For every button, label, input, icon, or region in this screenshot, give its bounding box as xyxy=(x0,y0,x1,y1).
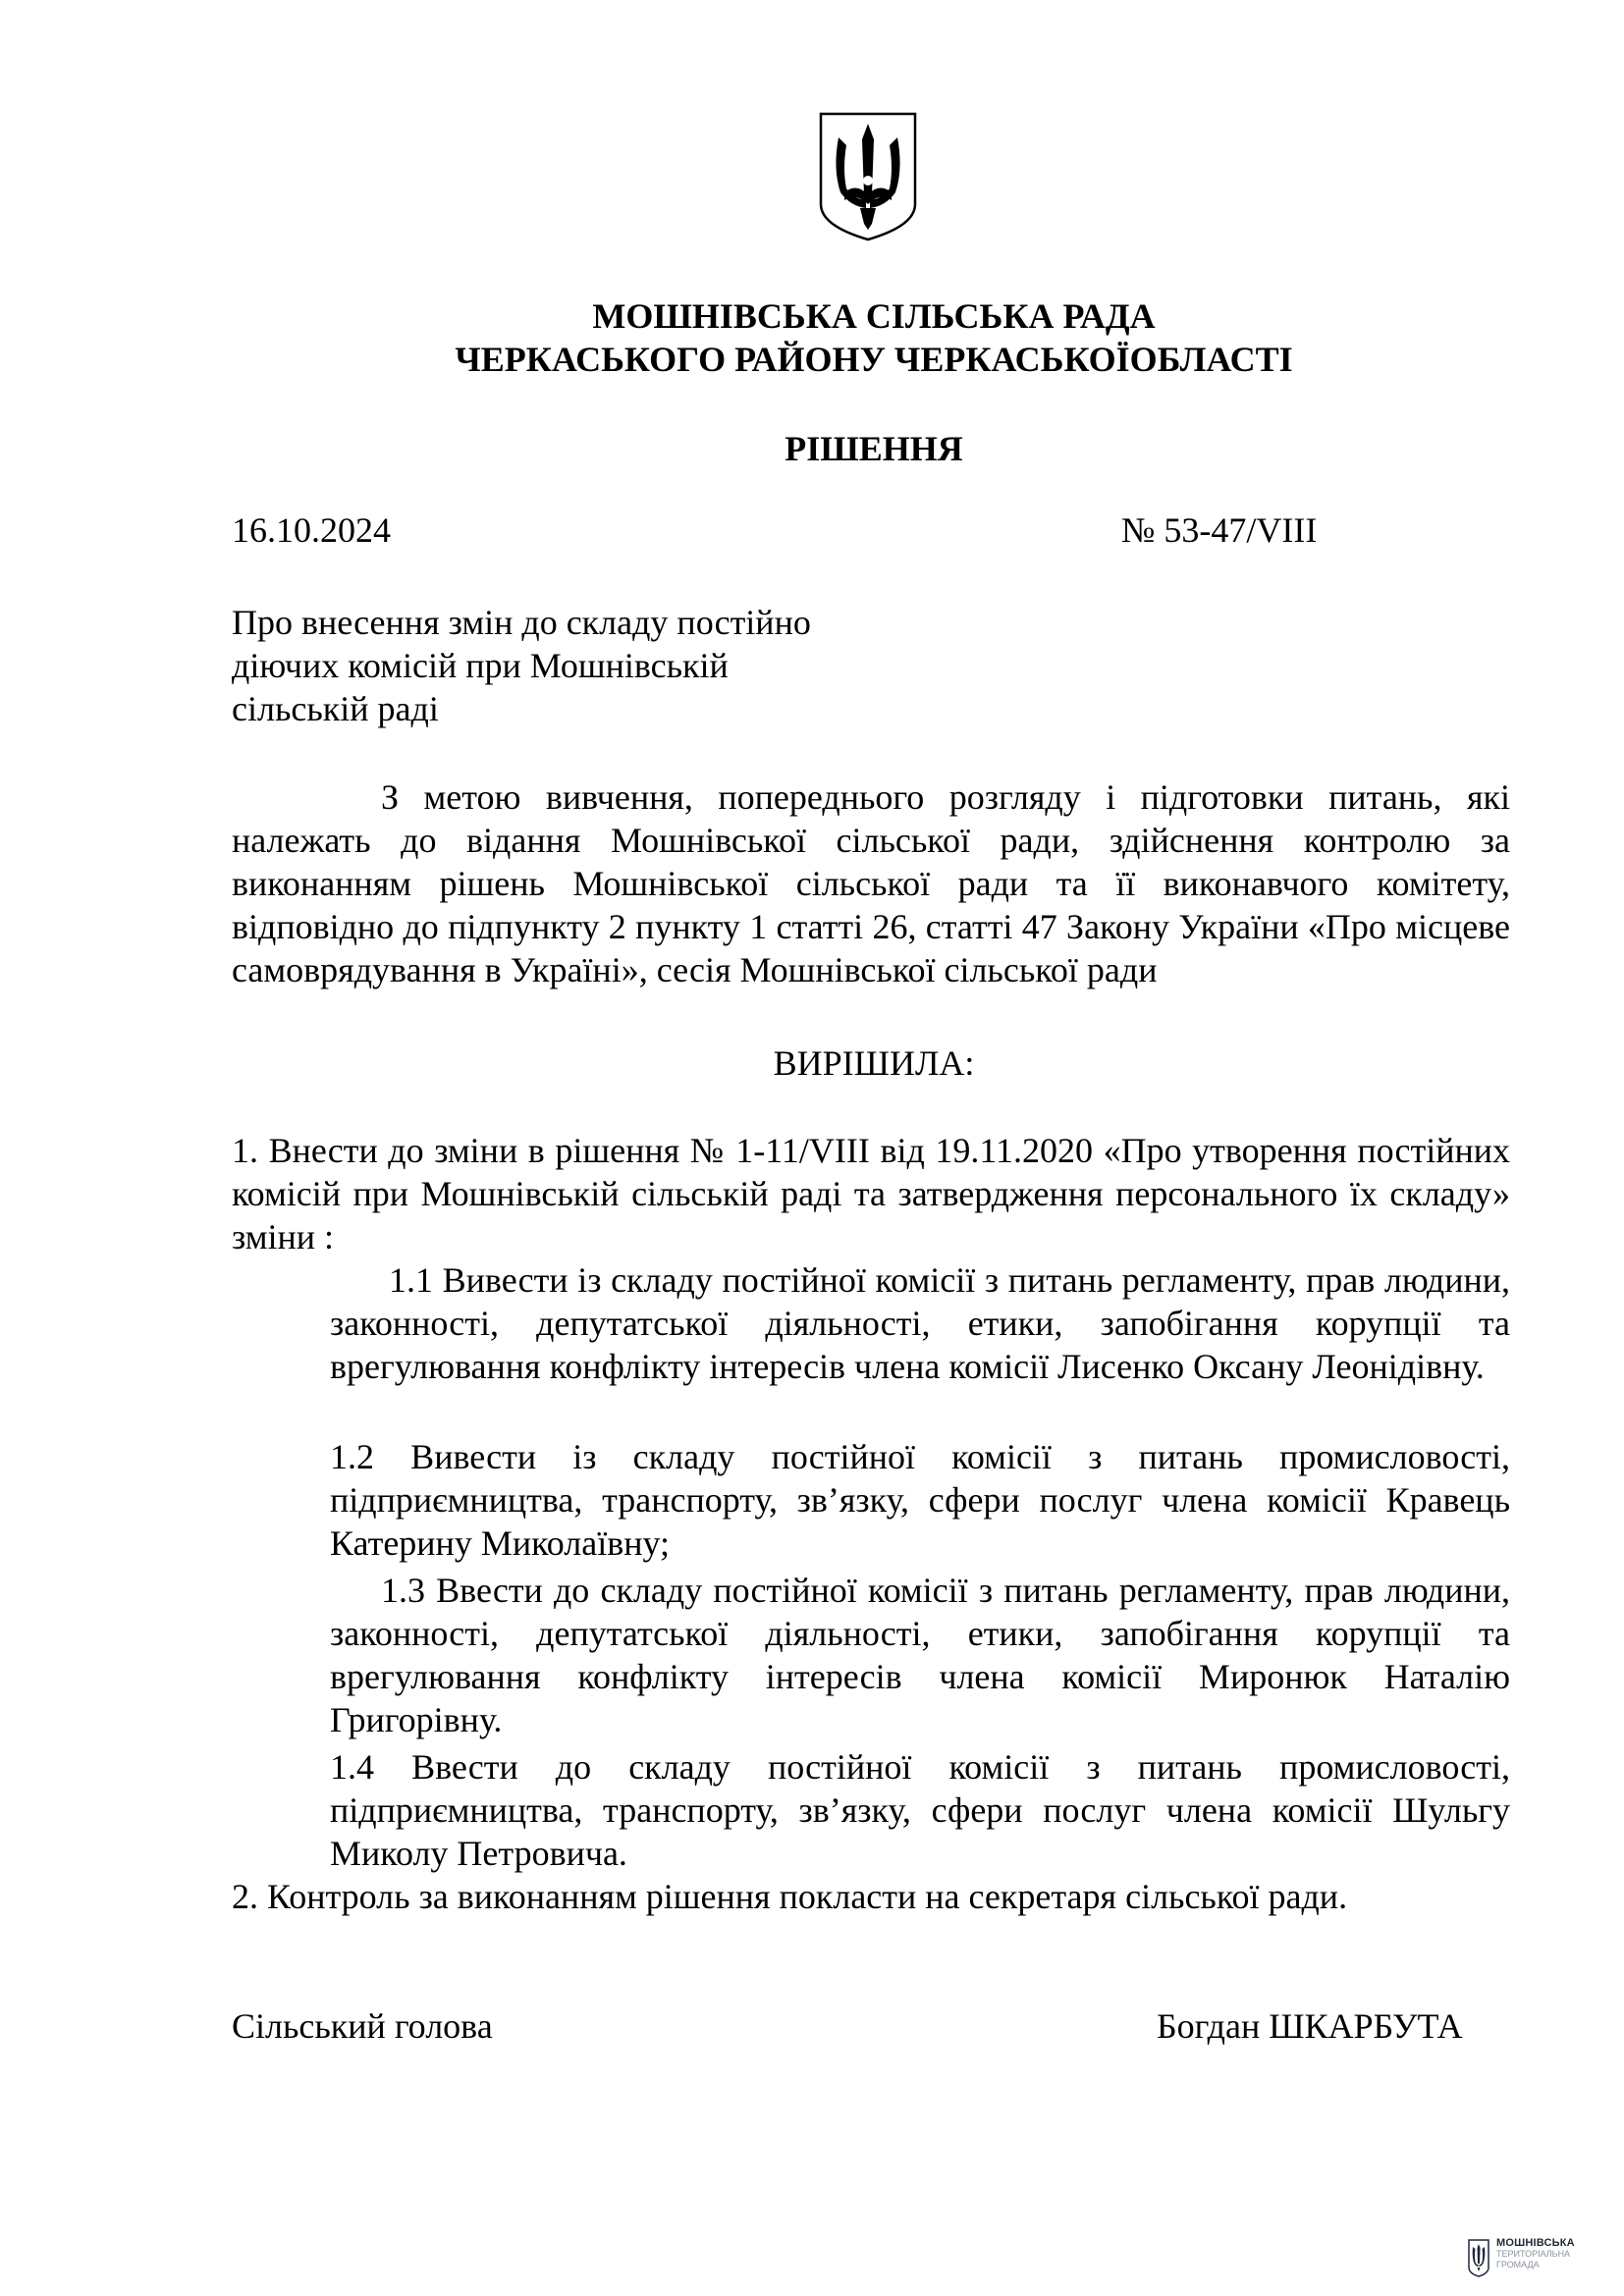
decision-subitem-1-3: 1.3 Ввести до складу постійної комісії з питань регламенту, прав людини, законності, депутатської діяльності, етики, запобігання корупції та врегулювання конфлікту інтересів члена комісії Миронюк Наталію Григорівну. xyxy=(330,1571,1510,1739)
signatory-name: Богдан ШКАРБУТА xyxy=(1157,2006,1463,2046)
logo-line-1: МОШНІВСЬКА xyxy=(1496,2237,1575,2249)
preamble-paragraph: З метою вивчення, попереднього розгляду і підготовки питань, які належать до відання Мошнівської сільської ради, здійснення контролю за виконанням рішень Мошнівської сільської ради та її виконавчого комітету, відповідно до підпункту 2 пункту 1 статті 26, статті 47 Закону України «Про місцеве самоврядування в Україні», сесія Мошнівської сільської ради xyxy=(232,777,1510,989)
logo-line-2: ТЕРИТОРІАЛЬНА xyxy=(1496,2249,1571,2259)
decided-heading: ВИРІШИЛА: xyxy=(773,1043,975,1083)
decision-item-1: 1. Внести до зміни в рішення № 1-11/VIII від 19.11.2020 «Про утворення постійних комісій при Мошнівській сільській раді та затвердження персонального їх складу» зміни : xyxy=(232,1131,1510,1256)
council-district: ЧЕРКАСЬКОГО РАЙОНУ ЧЕРКАСЬКОЇОБЛАСТІ xyxy=(455,340,1293,379)
logo-text xyxy=(1496,2238,1575,2270)
subject-line: сільській раді xyxy=(232,689,439,728)
decision-subitem-1-4: 1.4 Ввести до складу постійної комісії з питань промисловості, підприємництва, транспорту, зв’язку, сфери послуг члена комісії Шульгу Миколу Петровича. xyxy=(330,1747,1510,1873)
decision-date: 16.10.2024 xyxy=(232,510,391,550)
decision-subitem-1-1: 1.1 Вивести із складу постійної комісії з питань регламенту, прав людини, законності, депутатської діяльності, етики, запобігання корупції та врегулювання конфлікту інтересів члена комісії Лисенко Оксану Леонідівну. xyxy=(330,1260,1510,1386)
decision-number: № 53-47/VIII xyxy=(1121,510,1318,550)
trident-emblem-icon xyxy=(817,110,919,243)
small-trident-icon xyxy=(1467,2238,1490,2277)
signatory-position: Сільський голова xyxy=(232,2006,493,2046)
decision-subject xyxy=(232,601,811,730)
logo-line-3: ГРОМАДА xyxy=(1496,2260,1540,2269)
community-logo xyxy=(1467,2238,1614,2285)
subject-line: діючих комісій при Мошнівській xyxy=(232,646,729,685)
decision-subitem-1-2: 1.2 Вивести із складу постійної комісії з питань промисловості, підприємництва, транспорту, зв’язку, сфери послуг члена комісії Кравець Катерину Миколаївну; xyxy=(330,1437,1510,1563)
document-title: РІШЕННЯ xyxy=(785,429,963,468)
decision-item-2: 2. Контроль за виконанням рішення покласти на секретаря сільської ради. xyxy=(232,1877,1348,1916)
subject-line: Про внесення змін до складу постійно xyxy=(232,603,811,642)
council-name: МОШНІВСЬКА СІЛЬСЬКА РАДА xyxy=(592,296,1156,336)
